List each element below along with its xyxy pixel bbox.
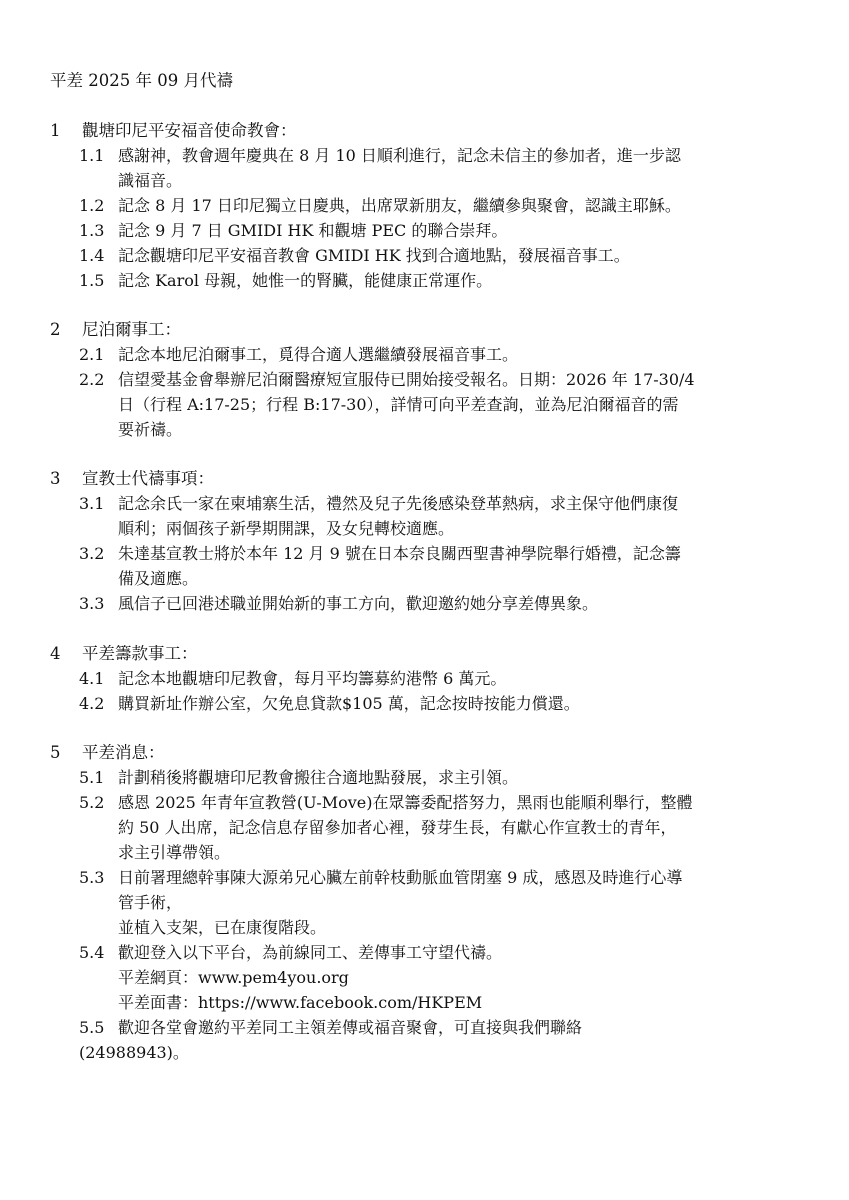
item-number: 3.2	[79, 544, 105, 563]
list-item	[50, 865, 810, 940]
item-number: 4.2	[79, 694, 105, 713]
section-heading	[50, 118, 810, 143]
section-number: 5	[50, 743, 61, 762]
contact-phone: (24988943)。	[79, 1043, 189, 1062]
item-number: 3.3	[79, 594, 105, 613]
section-4	[50, 641, 810, 716]
section-2	[50, 317, 810, 442]
item-text: 購買新址作辦公室，欠免息貸款$105 萬，記念按時按能力償還。	[118, 694, 580, 713]
section-heading	[50, 466, 810, 491]
item-number: 4.1	[79, 669, 105, 688]
item-text: 歡迎各堂會邀約平差同工主領差傳或福音聚會，可直接與我們聯絡	[118, 1018, 583, 1037]
website-link[interactable]: 平差網頁：www.pem4you.org	[118, 968, 349, 987]
item-number: 5.2	[79, 793, 105, 812]
list-item	[50, 765, 810, 790]
item-number: 1.3	[79, 221, 105, 240]
list-item	[50, 940, 810, 1015]
list-item	[50, 541, 810, 591]
list-item	[50, 218, 810, 243]
item-number: 1.5	[79, 271, 105, 290]
list-item	[50, 666, 810, 691]
item-number: 5.1	[79, 768, 105, 787]
facebook-link[interactable]: 平差面書：https://www.facebook.com/HKPEM	[118, 993, 483, 1012]
section-title: 平差籌款事工：	[82, 644, 198, 663]
item-text: 風信子已回港述職並開始新的事工方向，歡迎邀約她分享差傳異象。	[118, 594, 599, 613]
section-3	[50, 466, 810, 616]
item-number: 5.4	[79, 943, 105, 962]
section-title: 尼泊爾事工：	[82, 320, 181, 339]
item-text: 記念 8 月 17 日印尼獨立日慶典，出席眾新朋友，繼續參與聚會，認識主耶穌。	[118, 196, 681, 215]
list-item	[50, 367, 810, 442]
item-text: 記念觀塘印尼平安福音教會 GMIDI HK 找到合適地點，發展福音事工。	[118, 246, 630, 265]
item-text: 計劃稍後將觀塘印尼教會搬往合適地點發展，求主引領。	[118, 768, 519, 787]
item-number: 1.4	[79, 246, 105, 265]
page-title: 平差 2025 年 09 月代禱	[50, 71, 233, 90]
section-heading	[50, 317, 810, 342]
section-title: 宣教士代禱事項：	[82, 469, 214, 488]
section-number: 1	[50, 121, 61, 140]
item-text: 朱達基宣教士將於本年 12 月 9 號在日本奈良關西聖書神學院舉行婚禮，記念籌 備及適應。	[118, 544, 681, 588]
section-1	[50, 118, 810, 293]
item-continuation: 並植入支架，已在康復階段。	[118, 918, 327, 937]
item-text: 記念本地觀塘印尼教會，每月平均籌募約港幣 6 萬元。	[118, 669, 507, 688]
item-text: 記念本地尼泊爾事工，覓得合適人選繼續發展福音事工。	[118, 345, 519, 364]
item-text: 歡迎登入以下平台，為前線同工、差傳事工守望代禱。	[118, 943, 503, 962]
section-heading	[50, 641, 810, 666]
item-text: 日前署理總幹事陳大源弟兄心臟左前幹枝動脈血管閉塞 9 成，感恩及時進行心導 管手術，	[118, 868, 683, 912]
item-number: 2.2	[79, 370, 105, 389]
section-title: 平差消息：	[82, 743, 165, 762]
section-number: 3	[50, 469, 61, 488]
list-item	[50, 1015, 810, 1065]
list-item	[50, 691, 810, 716]
item-text: 感謝神，教會週年慶典在 8 月 10 日順利進行，記念未信主的參加者，進一步認 識福音。	[118, 146, 681, 190]
list-item	[50, 243, 810, 268]
item-number: 5.5	[79, 1018, 105, 1037]
item-number: 1.2	[79, 196, 105, 215]
list-item	[50, 342, 810, 367]
section-5	[50, 740, 810, 1065]
list-item	[50, 193, 810, 218]
list-item	[50, 591, 810, 616]
item-text: 記念 9 月 7 日 GMIDI HK 和觀塘 PEC 的聯合崇拜。	[118, 221, 508, 240]
section-number: 4	[50, 644, 61, 663]
item-text: 記念余氏一家在柬埔寨生活，禮然及兒子先後感染登革熱病，求主保守他們康復 順利；兩個孩子新學期開課，及女兒轉校適應。	[118, 494, 679, 538]
section-number: 2	[50, 320, 61, 339]
item-text: 感恩 2025 年青年宣教營(U-Move)在眾籌委配搭努力，黑雨也能順利舉行，整體 約 50 人出席，記念信息存留參加者心裡，發芽生長，有獻心作宣教士的青年， 求主引導帶領。	[118, 793, 693, 862]
list-item	[50, 790, 810, 865]
item-number: 5.3	[79, 868, 105, 887]
item-text: 信望愛基金會舉辦尼泊爾醫療短宣服侍已開始接受報名。日期：2026 年 17-30/4 日（行程 A:17-25；行程 B:17-30），詳情可向平差查詢，並為尼泊爾福音的需 要祈禱。	[118, 370, 695, 439]
section-title: 觀塘印尼平安福音使命教會：	[82, 121, 297, 140]
list-item	[50, 143, 810, 193]
item-number: 1.1	[79, 146, 105, 165]
list-item	[50, 268, 810, 293]
item-number: 2.1	[79, 345, 105, 364]
item-number: 3.1	[79, 494, 105, 513]
item-text: 記念 Karol 母親，她惟一的腎臟，能健康正常運作。	[118, 271, 493, 290]
section-heading	[50, 740, 810, 765]
list-item	[50, 491, 810, 541]
